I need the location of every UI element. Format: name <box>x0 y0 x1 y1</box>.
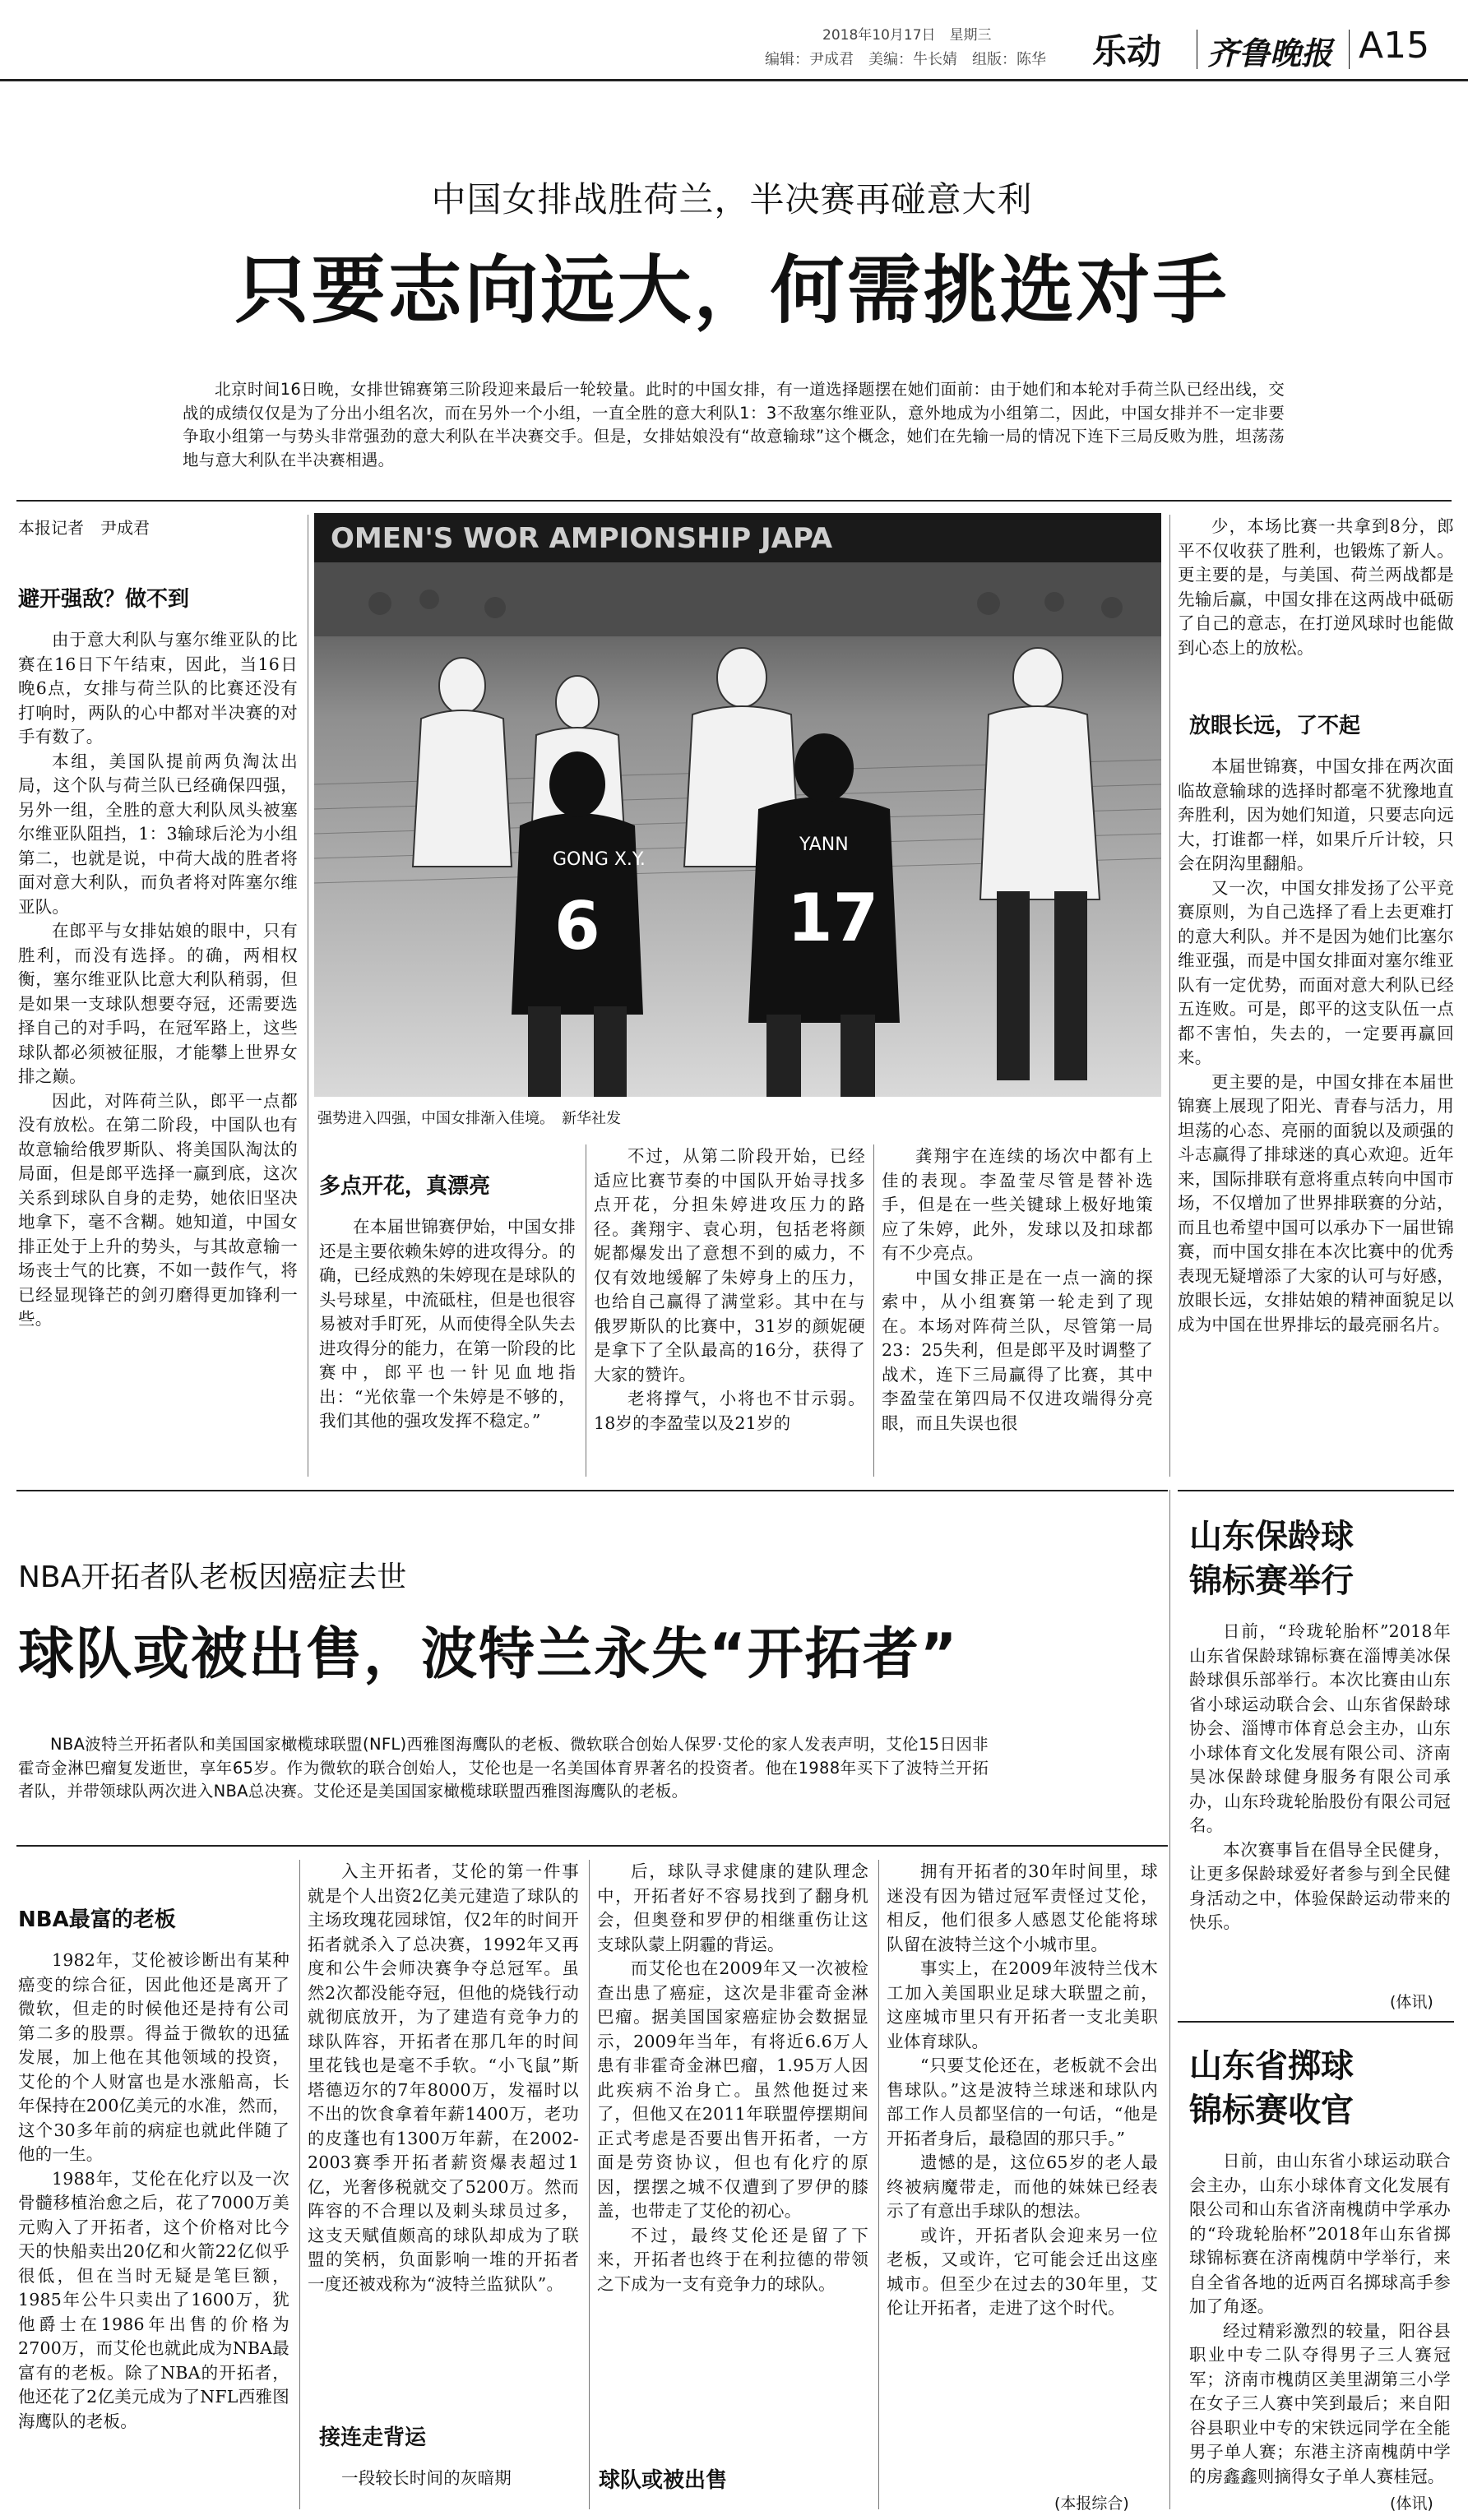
paper-logo: 齐鲁晚报 <box>1207 35 1333 72</box>
team-celebration-image <box>314 513 1161 1097</box>
paragraph: 遗憾的是，这位65岁的老人最终被病魔带走，而他的妹妹已经表示了有意出手球队的想法。 <box>887 2152 1158 2221</box>
jersey-name-right: YANN <box>799 835 849 855</box>
paragraph: 日前，“玲珑轮胎杯”2018年山东省保龄球锦标赛在淄博美冰保龄球俱乐部举行。本次比赛由山东省小球运动联合会、山东省保龄球协会、淄博市体育总会主办，山东小球体育文化发展有限公司、济南昊冰保龄球健身服务有限公司承办，山东玲珑轮胎股份有限公司冠名。 <box>1189 1621 1451 1835</box>
brief2-title-line: 山东省掷球 <box>1189 2047 1354 2085</box>
story1-subhead-1: 避开强敌？做不到 <box>18 587 190 612</box>
story2-col1 <box>18 1949 289 2434</box>
story1-col5 <box>1178 515 1454 660</box>
brief2-title <box>1189 2044 1354 2133</box>
story2-col2b <box>308 2467 579 2491</box>
story2-kicker: NBA开拓者队老板因癌症去世 <box>18 1561 407 1594</box>
story1-subhead-3: 放眼长远，了不起 <box>1189 714 1361 738</box>
paragraph: 而艾伦也在2009年又一次被检查出患了癌症，这次是非霍奇金淋巴瘤。据美国国家癌症协会数据显示，2009年当年，有将近6.6万人患有非霍奇金淋巴瘤，1.95万人因此疾病不治身亡。虽然他挺过来了，但他又在2011年联盟停摆期间正式考虑是否要出售开拓者，一方面是劳资协议，但也有化疗的原因，摆摆之城不仅遭到了罗伊的膝盖，也带走了艾伦的初心。 <box>597 1958 868 2221</box>
paragraph: 日前，由山东省小球运动联合会主办，山东小球体育文化发展有限公司和山东省济南槐荫中学承办的“玲珑轮胎杯”2018年山东省掷球锦标赛在济南槐荫中学举行，来自全省各地的近两百名掷球高手参加了角逐。 <box>1189 2151 1451 2316</box>
paragraph: 后，球队寻求健康的建队理念中，开拓者好不容易找到了翻身机会，但奥登和罗伊的相继重伤让这支球队蒙上阴霾的背运。 <box>597 1861 868 1954</box>
brief1-title <box>1189 1514 1354 1603</box>
paragraph: 在本届世锦赛伊始，中国女排还是主要依赖朱婷的进攻得分。的确，已经成熟的朱婷现在是球队的头号球星，中流砥柱，但是也很容易被对手盯死，从而使得全队失去进攻得分的能力，在第一阶段的比赛中，郎平也一针见血地指出：“光依靠一个朱婷是不够的，我们其他的强攻发挥不稳定。” <box>319 1217 576 1431</box>
paragraph: 在郎平与女排姑娘的眼中，只有胜利，而没有选择。的确，两相权衡，塞尔维亚队比意大利队稍弱，但是如果一支球队想要夺冠，还需要选择自己的对手吗，在冠军路上，这些球队都必须被征服，才能攀上世界女排之巅。 <box>18 921 298 1086</box>
section-name: 乐动 <box>1092 31 1162 72</box>
story1-byline: 本报记者 尹成君 <box>18 518 150 538</box>
story2-lead-rule <box>16 1845 1168 1847</box>
story1-subhead-2: 多点开花，真漂亮 <box>319 1174 491 1199</box>
col-divider <box>589 1860 590 2509</box>
story1-col1 <box>18 628 298 1332</box>
page-number: A15 <box>1359 25 1430 67</box>
story2-col3 <box>597 1860 868 2296</box>
jersey-number-right: 17 <box>787 880 879 956</box>
paragraph: 又一次，中国女排发扬了公平竞赛原则，为自己选择了看上去更难打的意大利队。并不是因为她们比塞尔维亚强，而是中国女排面对塞尔维亚队有一定优势，而面对意大利队已经五连败。可是，郎平的这支队伍一点都不害怕，失去的，一定要再赢回来。 <box>1178 877 1454 1067</box>
brief1-top-rule <box>1178 1490 1454 1491</box>
header-divider-2 <box>1349 30 1350 69</box>
story2-lead-text: NBA波特兰开拓者队和美国国家橄榄球联盟(NFL)西雅图海鹰队的老板、微软联合创始人保罗·艾伦的家人发表声明，艾伦15日因非霍奇金淋巴瘤复发逝世，享年65岁。作为微软的联合创始人，艾伦也是一名美国体育界著名的投资者。他在1988年买下了波特兰开拓者队，并带领球队两次进入NBA总决赛。艾伦还是美国国家橄榄球联盟西雅图海鹰队的老板。 <box>18 1735 989 1801</box>
paragraph: 老将撑气，小将也不甘示弱。18岁的李盈莹以及21岁的 <box>594 1389 865 1433</box>
story2-col2 <box>308 1860 579 2296</box>
paragraph: 龚翔宇在连续的场次中都有上佳的表现。李盈莹尽管是替补选手，但是在一些关键球上极好地策应了朱婷，此外，发球以及扣球都有不少亮点。 <box>882 1146 1153 1263</box>
brief2-top-rule <box>1178 2021 1454 2023</box>
story1-lead <box>183 378 1285 472</box>
jersey-name-left: GONG X.Y. <box>553 849 646 870</box>
paragraph: 拥有开拓者的30年时间里，球迷没有因为错过冠军责怪过艾伦，相反，他们很多人感恩艾伦能将球队留在波特兰这个小城市里。 <box>887 1861 1158 1954</box>
story2-credit: (本报综合) <box>1054 2495 1129 2513</box>
story2-subhead-2: 接连走背运 <box>319 2425 427 2450</box>
story2-subhead-3: 球队或被出售 <box>599 2468 728 2493</box>
paragraph: 由于意大利队与塞尔维亚队的比赛在16日下午结束，因此，当16日晚6点，女排与荷兰队的比赛还没有打响时，两队的心中都对半决赛的对手有数了。 <box>18 630 298 747</box>
paragraph: 本届世锦赛，中国女排在两次面临故意输球的选择时都毫不犹豫地直奔胜利，因为她们知道，只要志向远大，打谁都一样，如果斤斤计较，只会在阴沟里翻船。 <box>1178 756 1454 873</box>
brief2-body <box>1189 2149 1451 2489</box>
volleyball-photo <box>314 513 1161 1097</box>
story1-bottom-rule <box>16 1490 1168 1491</box>
paragraph: “只要艾伦还在，老板就不会出售球队。”这是波特兰球迷和球队内部工作人员都坚信的一句话，“他是开拓者身后，最稳固的那只手。” <box>887 2055 1158 2148</box>
story2-subhead-1: NBA最富的老板 <box>18 1907 176 1932</box>
paragraph: 入主开拓者，艾伦的第一件事就是个人出资2亿美元建造了球队的主场玫瑰花园球馆，仅2年的时间开拓者就杀入了总决赛，1992年又再度和公牛会师决赛争夺总冠军。虽然2次都没能夺冠，但他的烧钱行动就彻底放开，为了建造有竞争力的球队阵容，开拓者在那几年的时间里花钱也是毫不手软。“小飞鼠”斯塔德迈尔的7年8000万，发福时以不出的饮食拿着年薪1400万，老功的皮蓬也有1300万年薪，在2002-2003赛季开拓者薪资爆表超过1亿，光奢侈税就交了5200万。然而阵容的不合理以及刺头球员过多，这支天赋值颇高的球队却成为了联盟的笑柄，负面影响一堆的开拓者一度还被戏称为“波特兰监狱队”。 <box>308 1861 579 2294</box>
col-divider <box>299 1860 300 2509</box>
brief1-credit: (体讯) <box>1390 1993 1433 2011</box>
brief2-credit: (体讯) <box>1390 2495 1433 2513</box>
photo-banner: OMEN'S WOR AMPIONSHIP JAPA <box>331 522 833 555</box>
col-divider <box>1169 1490 1170 2509</box>
paragraph: 中国女排正是在一点一滴的探索中，从小组赛第一轮走到了现在。本场对阵荷兰队，尽管第一局23：25失利，但是郎平及时调整了战术，连下三局赢得了比赛，其中李盈莹在第四局不仅进攻端得分亮眼，而且失误也很 <box>882 1267 1153 1433</box>
story1-headline: 只要志向远大，何需挑选对手 <box>234 247 1230 334</box>
story1-col3 <box>594 1144 865 1436</box>
paragraph: 1982年，艾伦被诊断出有某种癌变的综合征，因此他还是离开了微软，但走的时候他还是持有公司第二多的股票。得益于微软的迅猛发展，加上他在其他领域的投资，艾伦的个人财富也是水涨船高，长年保持在200亿美元的水准，然而，这个30多年前的病症也就此伴随了他的一生。 <box>18 1950 289 2164</box>
paragraph: 经过精彩激烈的较量，阳谷县职业中专二队夺得男子三人赛冠军；济南市槐荫区美里湖第三小学在女子三人赛中笑到最后；来自阳谷县职业中专的宋铁远同学在全能男子单人赛；东港主济南槐荫中学的房鑫鑫则摘得女子单人赛桂冠。 <box>1189 2320 1451 2486</box>
paragraph: 一段较长时间的灰暗期 <box>341 2468 512 2488</box>
brief1-body <box>1189 1620 1451 1935</box>
col-divider <box>1169 515 1170 1477</box>
story2-col4 <box>887 1860 1158 2321</box>
header-rule <box>0 79 1468 81</box>
paragraph: 本组，美国队提前两负淘汰出局，这个队与荷兰队已经确保四强，另外一组，全胜的意大利队凤头被塞尔维亚队阻挡，1：3输球后沦为小组第二，也就是说，中荷大战的胜者将面对意大利队，而负者将对阵塞尔维亚队。 <box>18 751 298 917</box>
paragraph: 事实上，在2009年波特兰伐木工加入美国职业足球大联盟之前，这座城市里只有开拓者一支北美职业体育球队。 <box>887 1958 1158 2051</box>
story2-lead <box>18 1733 989 1804</box>
col-divider <box>878 1860 879 2509</box>
jersey-number-left: 6 <box>554 888 600 964</box>
paragraph: 或许，开拓者队会迎来另一位老板，又或许，它可能会迁出这座城市。但至少在过去的30年里，艾伦让开拓者，走进了这个时代。 <box>887 2225 1158 2318</box>
story1-kicker: 中国女排战胜荷兰，半决赛再碰意大利 <box>431 179 1033 220</box>
col-divider <box>873 1144 874 1477</box>
story1-lead-text: 北京时间16日晚，女排世锦赛第三阶段迎来最后一轮较量。此时的中国女排，有一道选择题摆在她们面前：由于她们和本轮对手荷兰队已经出线，交战的成绩仅仅是为了分出小组名次，而在另外一个小组，一直全胜的意大利队1：3不敌塞尔维亚队，意外地成为小组第二，因此，中国女排并不一定非要争取小组第一与势头非常强劲的意大利队在半决赛交手。但是，女排姑娘没有“故意输球”这个概念，她们在先输一局的情况下连下三局反败为胜，坦荡荡地与意大利队在半决赛相遇。 <box>183 380 1285 469</box>
paragraph: 更主要的是，中国女排在本届世锦赛上展现了阳光、青春与活力，用坦荡的心态、亮丽的面貌以及顽强的斗志赢得了排球迷的真心欢迎。近年来，国际排联有意将重点转向中国市场，不仅增加了世界排联赛的分站，而且也希望中国可以承办下一届世锦赛，而中国女排在本次比赛中的优秀表现无疑增添了大家的认可与好感，放眼长远，女排姑娘的精神面貌足以成为中国在世界排坛的最亮丽名片。 <box>1178 1071 1454 1334</box>
header-date: 2018年10月17日 星期三 <box>822 27 992 44</box>
paragraph: 因此，对阵荷兰队，郎平一点都没有放松。在第二阶段，中国队也有故意输给俄罗斯队、将美国队淘汰的局面，但是郎平选择一赢到底，这次关系到球队自身的走势，她依旧坚决地拿下，毫不含糊。她知道，中国女排正处于上升的势头，与其故意输一场丧士气的比赛，不如一鼓作气，将已经显现锋芒的剑刃磨得更加锋利一些。 <box>18 1090 298 1329</box>
header-credits: 编辑：尹成君 美编：牛长婧 组版：陈华 <box>765 51 1046 68</box>
story1-col4 <box>882 1144 1153 1436</box>
paragraph: 本次赛事旨在倡导全民健身，让更多保龄球爱好者参与到全民健身活动之中，体验保龄运动带来的快乐。 <box>1189 1839 1451 1932</box>
story2-headline: 球队或被出售，波特兰永失“开拓者” <box>18 1622 959 1687</box>
story1-col5b <box>1178 755 1454 1337</box>
story1-col2 <box>319 1215 576 1434</box>
paragraph: 1988年，艾伦在化疗以及一次骨髓移植治愈之后，花了7000万美元购入了开拓者，这个价格对比今天的快船卖出20亿和火箭22亿似乎很低，但在当时无疑是笔巨额，1985年公牛只卖出了1600万，犹他爵士在1986年出售的价格为2700万，而艾伦也就此成为NBA最富有的老板。除了NBA的开拓者，他还花了2亿美元成为了NFL西雅图海鹰队的老板。 <box>18 2168 289 2431</box>
photo-caption: 强势进入四强，中国女排渐入佳境。 新华社发 <box>317 1110 621 1127</box>
paragraph: 少，本场比赛一共拿到8分，郎平不仅收获了胜利，也锻炼了新人。更主要的是，与美国、荷兰两战都是先输后赢，中国女排在这两战中砥砺了自己的意志，在打逆风球时也能做到心态上的放松。 <box>1178 516 1454 658</box>
brief1-title-line: 山东保龄球 <box>1189 1518 1354 1556</box>
paragraph: 不过，从第二阶段开始，已经适应比赛节奏的中国队开始寻找多点开花，分担朱婷进攻压力的路径。龚翔宇、袁心玥，包括老将颜妮都爆发出了意想不到的威力，不仅有效地缓解了朱婷身上的压力，也给自己赢得了满堂彩。其中在与俄罗斯队的比赛中，31岁的颜妮硬是拿下了全队最高的16分，获得了大家的赞许。 <box>594 1146 865 1385</box>
brief1-title-line: 锦标赛举行 <box>1189 1562 1354 1600</box>
story1-lead-rule <box>16 500 1452 502</box>
paragraph: 不过，最终艾伦还是留了下来，开拓者也终于在利拉德的带领之下成为一支有竞争力的球队。 <box>597 2225 868 2294</box>
brief2-title-line: 锦标赛收官 <box>1189 2092 1354 2129</box>
